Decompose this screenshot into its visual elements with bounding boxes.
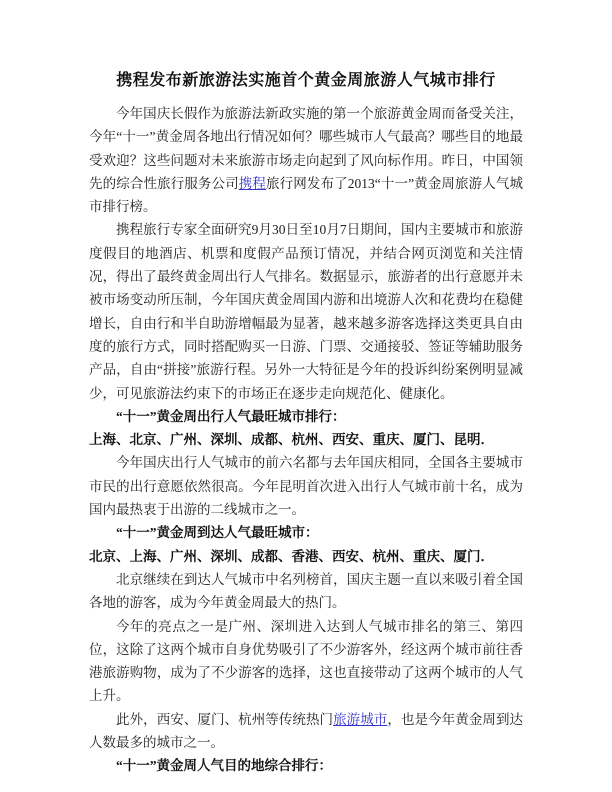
paragraph-intro-text-before: 今年国庆长假作为旅游法新政实施的第一个旅游黄金周而备受关注，今年“十一”黄金周各地出行情况如何？哪些城市人气最高？哪些目的地最受欢迎？这些问题对未来旅游市场走向起到了风向标作用。昨日，中国领先的综合性旅行服务公司 [89,106,523,191]
heading-departure-ranking: “十一”黄金周出行人气最旺城市排行： [116,408,346,424]
paragraph-other-hot-cities-text-before: 此外，西安、厦门、杭州等传统热门 [116,711,334,727]
paragraph-departure-analysis: 今年国庆出行人气城市的前六名都与去年国庆相同，全国各主要城市市民的出行意愿依然很高。今年昆明首次进入出行人气城市前十名，成为国内最热衷于出游的二线城市之一。 [89,455,523,518]
ctrip-link[interactable]: 携程 [238,175,267,191]
paragraph-intro [89,102,523,218]
heading-comprehensive-ranking: “十一”黄金周人气目的地综合排行： [116,758,332,774]
paragraph-beijing-top: 北京继续在到达人气城市中名列榜首，国庆主题一直以来吸引着全国各地的游客，成为今年黄金周最大的热门。 [89,571,523,611]
document-title: 携程发布新旅游法实施首个黄金周旅游人气城市排行 [116,72,496,89]
paragraph-intro-text-after: 旅行网发布了2013“十一”黄金周旅游人气城市排行榜。 [89,175,524,215]
paragraph-other-hot-cities [89,708,523,755]
heading-arrival-ranking: “十一”黄金周到达人气最旺城市： [116,525,319,541]
city-list-arrival: 北京、上海、广州、深圳、成都、香港、西安、杭州、重庆、厦门． [89,548,494,564]
paragraph-other-hot-cities-text-after: ，也是今年黄金周到达人数最多的城市之一。 [89,711,524,751]
paragraph-methodology: 携程旅行专家全面研究9月30日至10月7日期间，国内主要城市和旅游度假目的地酒店、机票和度假产品预订情况，并结合网页浏览和关注情况，得出了最终黄金周出行人气排名。数据显示，旅游者的出行意愿并未被市场变动所压制，今年国庆黄金周国内游和出境游人次和花费均在稳健增长，自由行和半自助游增幅最为显著，越来越多游客选择这类更具自由度的旅行方式，同时搭配购买一日游、门票、交通接驳、签证等辅助服务产品，自由“拼接”旅游行程。另外一大特征是今年的投诉纠纷案例明显减少，可见旅游法约束下的市场正在逐步走向规范化、健康化。 [89,222,523,401]
city-list-departure: 上海、北京、广州、深圳、成都、杭州、西安、重庆、厦门、昆明． [89,432,494,448]
document-content [89,69,523,778]
paragraph-guangzhou-shenzhen: 今年的亮点之一是广州、深圳进入达到人气城市排名的第三、第四位，这除了这两个城市自身优势吸引了不少游客外，经这两个城市前往香港旅游购物，成为了不少游客的选择，这也直接带动了这两个城市的人气上升。 [89,618,523,704]
travel-cities-link[interactable]: 旅游城市 [333,711,388,727]
